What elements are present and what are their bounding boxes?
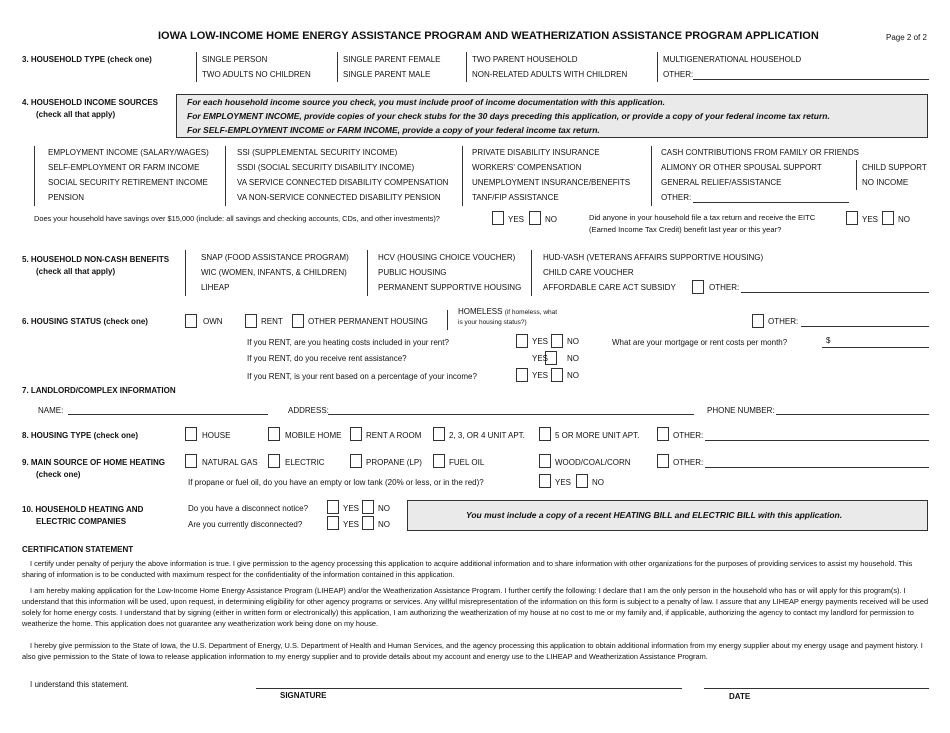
heating-other-label: OTHER:: [673, 458, 704, 467]
landlord-phone-label: PHONE NUMBER:: [707, 406, 775, 415]
house-checkbox[interactable]: [185, 427, 197, 441]
income-self-employment: SELF-EMPLOYMENT OR FARM INCOME: [48, 163, 200, 172]
section-9-label: 9. MAIN SOURCE OF HOME HEATING: [22, 458, 165, 467]
income-note-1: For each household income source you check, you must include proof of income documentation with this application.: [187, 97, 665, 107]
income-va-non-service: VA NON-SERVICE CONNECTED DISABILITY PENSION: [237, 193, 441, 202]
checkbox-line[interactable]: [367, 250, 368, 296]
signature-input[interactable]: [256, 688, 682, 689]
rent-heat-yes[interactable]: [516, 334, 528, 348]
housing-type-other-input[interactable]: [705, 440, 929, 441]
section-8-label: 8. HOUSING TYPE (check one): [22, 431, 139, 440]
no-label: NO: [378, 520, 390, 529]
option-other-label: OTHER:: [663, 70, 694, 79]
low-tank-yes[interactable]: [539, 474, 551, 488]
income-alimony: ALIMONY OR OTHER SPOUSAL SUPPORT: [661, 163, 822, 172]
landlord-address-label: ADDRESS:: [288, 406, 329, 415]
homeless-note-1: (if homeless, what: [504, 309, 558, 316]
income-general-relief: GENERAL RELIEF/ASSISTANCE: [661, 178, 782, 187]
heating-other-checkbox[interactable]: [657, 454, 669, 468]
date-input[interactable]: [704, 688, 929, 689]
income-unemployment: UNEMPLOYMENT INSURANCE/BENEFITS: [472, 178, 631, 187]
fuel-oil-checkbox[interactable]: [433, 454, 445, 468]
cert-understand: I understand this statement.: [30, 680, 129, 689]
large-apt-label: 5 OR MORE UNIT APT.: [555, 431, 640, 440]
income-other-input[interactable]: [693, 202, 849, 203]
benefit-other-input[interactable]: [741, 292, 929, 293]
section-6-label: 6. HOUSING STATUS (check one): [22, 317, 148, 326]
yes-label: YES: [862, 215, 879, 224]
benefit-psh: PERMANENT SUPPORTIVE HOUSING: [378, 283, 522, 292]
small-apt-label: 2, 3, OR 4 UNIT APT.: [449, 431, 525, 440]
housing-type-other-label: OTHER:: [673, 431, 704, 440]
electric-label: ELECTRIC: [285, 458, 325, 467]
no-label: NO: [898, 215, 910, 224]
propane-checkbox[interactable]: [350, 454, 362, 468]
other-permanent-checkbox[interactable]: [292, 314, 304, 328]
house-label: HOUSE: [202, 431, 231, 440]
mortgage-input[interactable]: [822, 347, 929, 348]
benefit-other-checkbox[interactable]: [692, 280, 704, 294]
cert-paragraph-1: I certify under penalty of perjury the above information is true. I give permission to the agency processing this application to acquire additional information and to share information with other organizations for the purposes of providing services to assist my household. This sharing of information is to be conducted with maximum respect for the confidentiality of the information contained in this application.: [22, 559, 913, 580]
option-single-person: SINGLE PERSON: [202, 55, 268, 64]
income-ssi: SSI (SUPPLEMENTAL SECURITY INCOME): [237, 148, 398, 157]
income-employment: EMPLOYMENT INCOME (SALARY/WAGES): [48, 148, 209, 157]
disconnected-yes[interactable]: [327, 516, 339, 530]
heating-other-input[interactable]: [705, 467, 929, 468]
housing-other-label: OTHER:: [768, 317, 799, 326]
rent-percent-yes[interactable]: [516, 368, 528, 382]
homeless-label: [458, 307, 557, 317]
income-ss-retirement: SOCIAL SECURITY RETIREMENT INCOME: [48, 178, 208, 187]
checkbox-line[interactable]: [531, 250, 532, 296]
other-input[interactable]: [693, 79, 929, 80]
own-label: OWN: [203, 317, 223, 326]
benefit-hud-vash: HUD-VASH (VETERANS AFFAIRS SUPPORTIVE HOUSING): [543, 253, 764, 262]
checkbox-line[interactable]: [196, 52, 197, 82]
housing-other-checkbox[interactable]: [752, 314, 764, 328]
yes-label: YES: [343, 520, 360, 529]
option-single-parent-female: SINGLE PARENT FEMALE: [343, 55, 441, 64]
rent-label: RENT: [261, 317, 283, 326]
section-7-label: 7. LANDLORD/COMPLEX INFORMATION: [22, 386, 176, 395]
income-va-service: VA SERVICE CONNECTED DISABILITY COMPENSATION: [237, 178, 449, 187]
homeless-text: HOMELESS: [458, 307, 503, 316]
no-label: NO: [567, 354, 579, 363]
low-tank-question: If propane or fuel oil, do you have an empty or low tank (20% or less, or in the red)?: [188, 478, 484, 487]
yes-label: YES: [555, 478, 572, 487]
large-apt-checkbox[interactable]: [539, 427, 551, 441]
no-label: NO: [592, 478, 604, 487]
section-9-sub: (check one): [36, 470, 81, 479]
yes-label: YES: [532, 354, 549, 363]
no-label: NO: [378, 504, 390, 513]
yes-label: YES: [532, 371, 549, 380]
checkbox-line[interactable]: [462, 146, 463, 206]
savings-yes-checkbox[interactable]: [492, 211, 504, 225]
section-4-label: 4. HOUSEHOLD INCOME SOURCES: [22, 98, 159, 107]
landlord-name-label: NAME:: [38, 406, 64, 415]
income-cash-contributions: CASH CONTRIBUTIONS FROM FAMILY OR FRIENDS: [661, 148, 859, 157]
rent-checkbox[interactable]: [245, 314, 257, 328]
option-two-adults: TWO ADULTS NO CHILDREN: [202, 70, 311, 79]
disconnect-notice-yes[interactable]: [327, 500, 339, 514]
signature-label: SIGNATURE: [280, 691, 327, 700]
cert-title: CERTIFICATION STATEMENT: [22, 545, 134, 554]
cert-paragraph-3: I hereby give permission to the State of Iowa, the U.S. Department of Energy, U.S. Department of Health and Human Services, and the agency processing this application to obtain additional information from my energy supplier about my energy usage and payment history. I also give permission to the State of Iowa to release application information to my energy supplier and to provide details about my account and energy use to the LIHEAP and Weatherization Assistance Program.: [22, 641, 923, 662]
section-5-label: 5. HOUSEHOLD NON-CASH BENEFITS: [22, 255, 170, 264]
checkbox-line[interactable]: [185, 250, 186, 296]
benefit-hcv: HCV (HOUSING CHOICE VOUCHER): [378, 253, 516, 262]
page-number: Page 2 of 2: [886, 33, 927, 42]
homeless-checkbox[interactable]: [447, 310, 448, 330]
own-checkbox[interactable]: [185, 314, 197, 328]
date-label: DATE: [729, 692, 751, 701]
checkbox-line[interactable]: [856, 160, 857, 190]
yes-label: YES: [343, 504, 360, 513]
propane-label: PROPANE (LP): [366, 458, 422, 467]
rent-heat-question: If you RENT, are you heating costs included in your rent?: [247, 338, 449, 347]
benefit-aca: AFFORDABLE CARE ACT SUBSIDY: [543, 283, 676, 292]
eitc-question-1: Did anyone in your household file a tax return and receive the EITC: [589, 213, 816, 222]
eitc-yes-checkbox[interactable]: [846, 211, 858, 225]
rent-room-checkbox[interactable]: [350, 427, 362, 441]
rent-percent-no[interactable]: [551, 368, 563, 382]
wood-checkbox[interactable]: [539, 454, 551, 468]
section-5-sub: (check all that apply): [36, 267, 116, 276]
section-3-label: 3. HOUSEHOLD TYPE (check one): [22, 55, 152, 64]
landlord-name-input[interactable]: [68, 414, 268, 415]
landlord-address-input[interactable]: [328, 414, 694, 415]
mobile-home-label: MOBILE HOME: [285, 431, 342, 440]
section-4-sub: (check all that apply): [36, 110, 116, 119]
income-private-disability: PRIVATE DISABILITY INSURANCE: [472, 148, 600, 157]
disconnected-no[interactable]: [362, 516, 374, 530]
natural-gas-checkbox[interactable]: [185, 454, 197, 468]
checkbox-line[interactable]: [657, 52, 658, 82]
page-title: IOWA LOW-INCOME HOME ENERGY ASSISTANCE PROGRAM AND WEATHERIZATION ASSISTANCE PROGRAM APPLICATION: [158, 30, 819, 42]
benefit-liheap: LIHEAP: [201, 283, 230, 292]
disconnect-notice-question: Do you have a disconnect notice?: [188, 504, 309, 513]
checkbox-line[interactable]: [337, 52, 338, 82]
income-note-2: For EMPLOYMENT INCOME, provide copies of your check stubs for the 30 days preceding this application, or provide a copy of your federal income tax return.: [187, 111, 830, 121]
option-two-parent: TWO PARENT HOUSEHOLD: [472, 55, 578, 64]
housing-other-input[interactable]: [801, 326, 929, 327]
income-no-income: NO INCOME: [862, 178, 909, 187]
mortgage-question: What are your mortgage or rent costs per month?: [612, 338, 788, 347]
income-workers-comp: WORKERS' COMPENSATION: [472, 163, 582, 172]
yes-label: YES: [532, 337, 549, 346]
disconnected-question: Are you currently disconnected?: [188, 520, 303, 529]
small-apt-checkbox[interactable]: [433, 427, 445, 441]
rent-heat-no[interactable]: [551, 334, 563, 348]
option-single-parent-male: SINGLE PARENT MALE: [343, 70, 431, 79]
disconnect-notice-no[interactable]: [362, 500, 374, 514]
wood-label: WOOD/COAL/CORN: [555, 458, 631, 467]
savings-no-checkbox[interactable]: [529, 211, 541, 225]
benefit-snap: SNAP (FOOD ASSISTANCE PROGRAM): [201, 253, 349, 262]
no-label: NO: [567, 371, 579, 380]
benefit-other-label: OTHER:: [709, 283, 740, 292]
benefit-public-housing: PUBLIC HOUSING: [378, 268, 447, 277]
income-pension: PENSION: [48, 193, 85, 202]
landlord-phone-input[interactable]: [776, 414, 929, 415]
section-10-label: 10. HOUSEHOLD HEATING AND: [22, 505, 144, 514]
checkbox-line[interactable]: [34, 146, 35, 206]
benefit-child-care: CHILD CARE VOUCHER: [543, 268, 634, 277]
option-multigenerational: MULTIGENERATIONAL HOUSEHOLD: [663, 55, 802, 64]
option-non-related: NON-RELATED ADULTS WITH CHILDREN: [472, 70, 628, 79]
low-tank-no[interactable]: [576, 474, 588, 488]
rent-percent-question: If you RENT, is your rent based on a percentage of your income?: [247, 372, 477, 381]
fuel-oil-label: FUEL OIL: [449, 458, 485, 467]
electric-checkbox[interactable]: [268, 454, 280, 468]
rent-room-label: RENT A ROOM: [366, 431, 422, 440]
natural-gas-label: NATURAL GAS: [202, 458, 258, 467]
income-ssdi: SSDI (SOCIAL SECURITY DISABILITY INCOME): [237, 163, 415, 172]
bill-note: You must include a copy of a recent HEATING BILL and ELECTRIC BILL with this application.: [466, 510, 843, 520]
savings-question: Does your household have savings over $15,000 (include: all savings and checking accounts, CDs, and other investments)?: [34, 214, 440, 223]
no-label: NO: [545, 215, 557, 224]
mobile-home-checkbox[interactable]: [268, 427, 280, 441]
checkbox-line[interactable]: [466, 52, 467, 82]
checkbox-line[interactable]: [651, 146, 652, 206]
homeless-note-2: is your housing status?): [458, 319, 527, 326]
yes-label: YES: [508, 215, 525, 224]
other-permanent-label: OTHER PERMANENT HOUSING: [308, 317, 428, 326]
rent-assist-question: If you RENT, do you receive rent assistance?: [247, 354, 407, 363]
income-other-label: OTHER:: [661, 193, 692, 202]
housing-type-other-checkbox[interactable]: [657, 427, 669, 441]
section-10-label-2: ELECTRIC COMPANIES: [36, 517, 127, 526]
income-child-support: CHILD SUPPORT: [862, 163, 927, 172]
dollar-sign: $: [826, 336, 831, 345]
income-tanf: TANF/FIP ASSISTANCE: [472, 193, 559, 202]
no-label: NO: [567, 337, 579, 346]
income-note-3: For SELF-EMPLOYMENT INCOME or FARM INCOME, provide a copy of your federal income tax return.: [187, 125, 600, 135]
eitc-no-checkbox[interactable]: [882, 211, 894, 225]
eitc-question-2: (Earned Income Tax Credit) benefit last year or this year?: [589, 225, 782, 234]
checkbox-line[interactable]: [225, 146, 226, 206]
cert-paragraph-2: I am hereby making application for the Low-Income Home Energy Assistance Program (LIHEAP) and/or the Weatherization Assistance Program. I further certify the following: I declare that I am the only person in the household who has or will apply for this program(s). I understand that this information will be used, upon request, in determining eligibility for other agency programs or services. Any willful misrepresentation of the information on this form is subject to a penalty of law. I assure that any LIHEAP energy payments received will be used solely for home energy costs. I understand that by signing (either in written form or electronically) this application, I am authorizing the weatherization of my house at no cost to me or my family and, if applicable, authorizing the agency to contact my landlord for permission to weatherize the home. This application does not guarantee any weatherization work being done on my house.: [22, 586, 929, 629]
benefit-wic: WIC (WOMEN, INFANTS, & CHILDREN): [201, 268, 347, 277]
